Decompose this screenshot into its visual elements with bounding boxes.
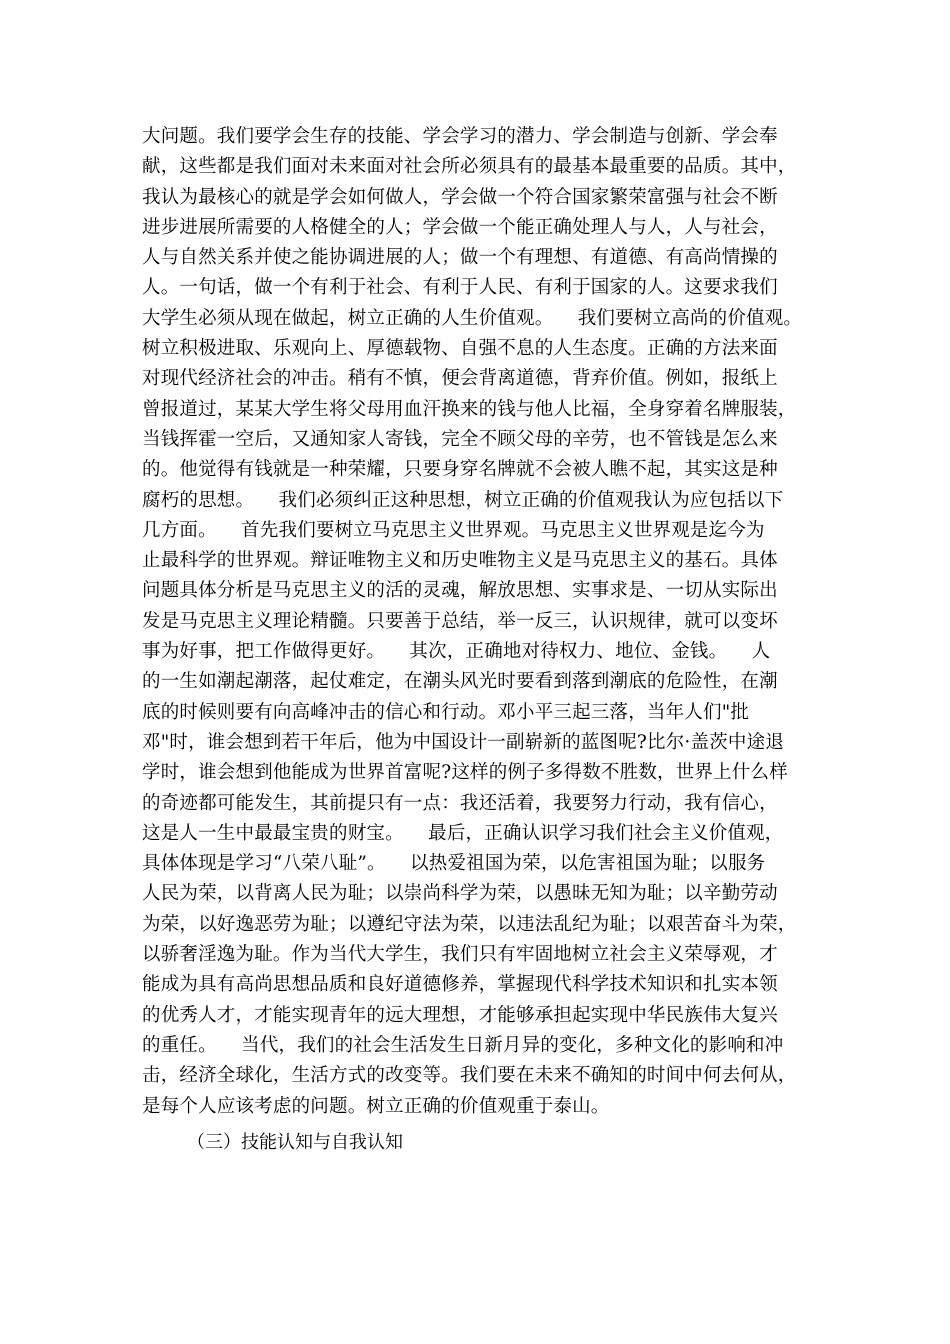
paragraph-line: 为荣，以好逸恶劳为耻；以遵纪守法为荣，以违法乱纪为耻；以艰苦奋斗为荣， bbox=[142, 913, 797, 935]
paragraph-line: 事为好事，把工作做得更好。 其次，正确地对待权力、地位、金钱。 人 bbox=[142, 641, 771, 663]
paragraph-line: 底的时候则要有向高峰冲击的信心和行动。邓小平三起三落，当年人们"批 bbox=[142, 701, 750, 723]
paragraph-line: 曾报道过，某某大学生将父母用血汗换来的钱与他人比福，全身穿着名牌服装， bbox=[142, 398, 797, 420]
paragraph-line: 献，这些都是我们面对未来面对社会所必须具有的最基本最重要的品质。其中， bbox=[142, 156, 797, 178]
paragraph-line: 击，经济全球化，生活方式的改变等。我们要在未来不确知的时间中何去何从， bbox=[142, 1065, 797, 1087]
paragraph-line: 大问题。我们要学会生存的技能、学会学习的潜力、学会制造与创新、学会奉 bbox=[142, 126, 778, 147]
paragraph-line: 几方面。 首先我们要树立马克思主义世界观。马克思主义世界观是迄今为 bbox=[142, 519, 765, 541]
paragraph-line: 进步进展所需要的人格健全的人；学会做一个能正确处理人与人，人与社会， bbox=[142, 216, 778, 238]
paragraph-line: 的奇迹都可能发生，其前提只有一点：我还活着，我要努力行动，我有信心， bbox=[142, 792, 778, 814]
paragraph-line: 人与自然关系并使之能协调进展的人；做一个有理想、有道德、有高尚情操的 bbox=[142, 247, 778, 269]
paragraph-line: 对现代经济社会的冲击。稍有不慎，便会背离道德，背弃价值。例如，报纸上 bbox=[142, 368, 778, 390]
paragraph-line: 这是人一生中最最宝贵的财宝。 最后，正确认识学习我们社会主义价值观， bbox=[142, 822, 784, 844]
paragraph-line: 以骄奢淫逸为耻。作为当代大学生，我们只有牢固地树立社会主义荣辱观，才 bbox=[142, 944, 778, 966]
paragraph-line: 腐朽的思想。 我们必须纠正这种思想，树立正确的价值观我认为应包括以下 bbox=[142, 489, 784, 511]
paragraph-line: 的一生如潮起潮落，起仗难定，在潮头风光时要看到落到潮底的危险性，在潮 bbox=[142, 671, 778, 693]
paragraph-line: 是每个人应该考虑的问题。树立正确的价值观重于泰山。 bbox=[142, 1095, 610, 1117]
paragraph-line: 具体体现是学习“八荣八耻”。 以热爱祖国为荣，以危害祖国为耻；以服务 bbox=[142, 853, 766, 875]
paragraph-line: 的重任。 当代，我们的社会生活发生日新月异的变化，多种文化的影响和冲 bbox=[142, 1034, 784, 1056]
section-heading: （三）技能认知与自我认知 bbox=[187, 1132, 403, 1153]
body-paragraph bbox=[142, 122, 822, 1122]
paragraph-line: 邓"时，谁会想到若干年后，他为中国设计一副崭新的蓝图呢?比尔·盖茨中途退 bbox=[142, 731, 785, 753]
paragraph-line: 发是马克思主义理论精髓。只要善于总结，举一反三，认识规律，就可以变坏 bbox=[142, 610, 778, 632]
paragraph-line: 的。他觉得有钱就是一种荣耀，只要身穿名牌就不会被人瞧不起，其实这是种 bbox=[142, 459, 778, 481]
paragraph-line: 人。一句话，做一个有利于社会、有利于人民、有利于国家的人。这要求我们 bbox=[142, 277, 778, 299]
paragraph-line: 能成为具有高尚思想品质和良好道德修养，掌握现代科学技术知识和扎实本领 bbox=[142, 974, 778, 996]
paragraph-line: 大学生必须从现在做起，树立正确的人生价值观。 我们要树立高尚的价值观。 bbox=[142, 307, 803, 329]
paragraph-line: 的优秀人才，才能实现青年的远大理想，才能够承担起实现中华民族伟大复兴 bbox=[142, 1004, 778, 1026]
paragraph-line: 止最科学的世界观。辩证唯物主义和历史唯物主义是马克思主义的基石。具体 bbox=[142, 550, 778, 572]
paragraph-line: 问题具体分析是马克思主义的活的灵魂，解放思想、实事求是、一切从实际出 bbox=[142, 580, 778, 602]
paragraph-line: 学时，谁会想到他能成为世界首富呢?这样的例子多得数不胜数，世界上什么样 bbox=[142, 762, 788, 784]
paragraph-line: 当钱挥霍一空后，又通知家人寄钱，完全不顾父母的辛劳，也不管钱是怎么来 bbox=[142, 428, 778, 450]
paragraph-line: 我认为最核心的就是学会如何做人，学会做一个符合国家繁荣富强与社会不断 bbox=[142, 186, 778, 208]
paragraph-line: 树立积极进取、乐观向上、厚德载物、自强不息的人生态度。正确的方法来面 bbox=[142, 338, 778, 360]
paragraph-line: 人民为荣，以背离人民为耻；以崇尚科学为荣，以愚昧无知为耻；以辛勤劳动 bbox=[142, 883, 778, 905]
